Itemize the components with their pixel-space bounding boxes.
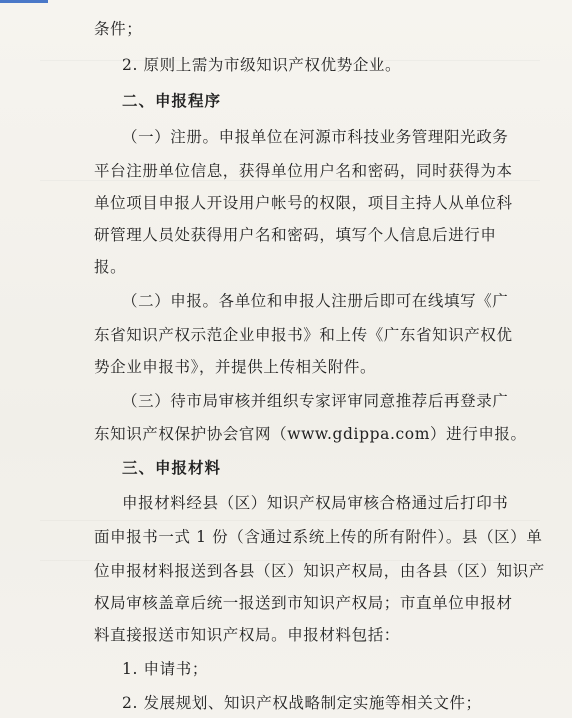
section-heading: 三、申报材料 bbox=[122, 459, 222, 477]
text-line: 2. 原则上需为市级知识产权优势企业。 bbox=[122, 56, 402, 74]
list-item: 2. 发展规划、知识产权战略制定实施等相关文件； bbox=[122, 694, 482, 712]
text-line: 位申报材料报送到各县（区）知识产权局，由各县（区）知识产 bbox=[94, 562, 545, 580]
text-line: 单位项目申报人开设用户帐号的权限，项目主持人从单位科 bbox=[94, 194, 513, 212]
scan-corner-mark bbox=[0, 0, 48, 3]
text-line: 料直接报送市知识产权局。申报材料包括： bbox=[94, 626, 400, 644]
text-line: （二）申报。各单位和申报人注册后即可在线填写《广 bbox=[122, 292, 509, 310]
text-line: 申报材料经县（区）知识产权局审核合格通过后打印书 bbox=[122, 494, 509, 512]
text-line: 平台注册单位信息，获得单位用户名和密码，同时获得为本 bbox=[94, 162, 513, 180]
text-line: 研管理人员处获得用户名和密码，填写个人信息后进行申 bbox=[94, 226, 497, 244]
text-line: 势企业申报书》，并提供上传相关附件。 bbox=[94, 358, 377, 376]
text-line: （三）待市局审核并组织专家评审同意推荐后再登录广 bbox=[122, 392, 509, 410]
text-line: （一）注册。申报单位在河源市科技业务管理阳光政务 bbox=[122, 128, 509, 146]
bleed-through-rule bbox=[40, 520, 540, 521]
text-line: 东省知识产权示范企业申报书》和上传《广东省知识产权优 bbox=[94, 326, 513, 344]
text-line: 条件； bbox=[94, 20, 143, 38]
list-item: 1. 申请书； bbox=[122, 660, 208, 678]
text-line: 东知识产权保护协会官网（www.gdippa.com）进行申报。 bbox=[94, 425, 527, 443]
text-line: 面申报书一式 1 份（含通过系统上传的所有附件）。县（区）单 bbox=[94, 528, 543, 546]
text-line: 权局审核盖章后统一报送到市知识产权局；市直单位申报材 bbox=[94, 594, 513, 612]
text-line: 报。 bbox=[94, 258, 127, 276]
section-heading: 二、申报程序 bbox=[122, 92, 222, 110]
